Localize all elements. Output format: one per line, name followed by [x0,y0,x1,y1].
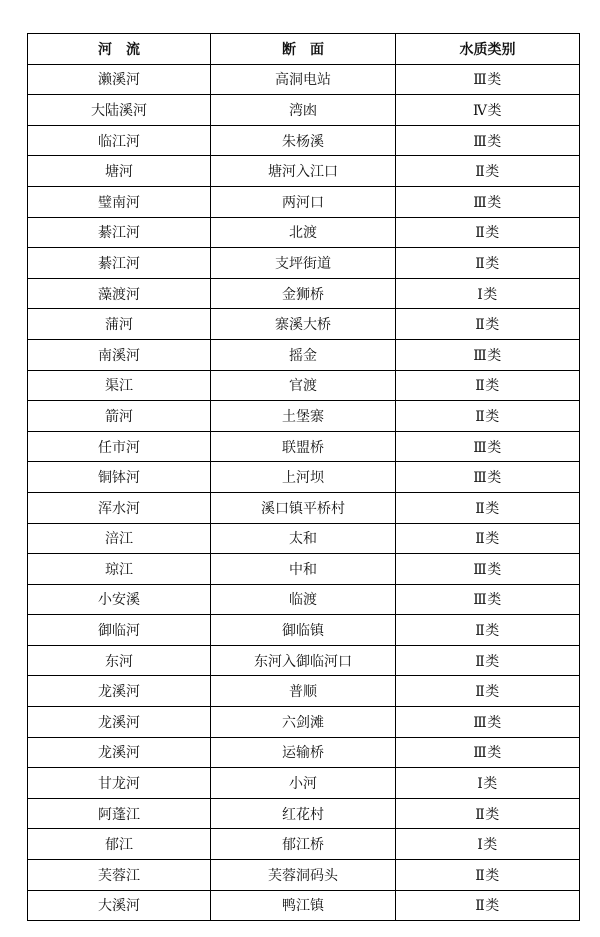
water-class-cell: Ⅰ类 [396,278,580,309]
river-cell: 涪江 [28,523,211,554]
section-cell: 太和 [211,523,396,554]
table-row [28,64,580,95]
water-class-cell: Ⅱ类 [396,492,580,523]
table-row [28,645,580,676]
section-cell: 北渡 [211,217,396,248]
water-class-cell: Ⅱ类 [396,370,580,401]
table-row [28,768,580,799]
section-cell: 溪口镇平桥村 [211,492,396,523]
table-row [28,186,580,217]
river-cell: 郁江 [28,829,211,860]
water-class-cell: Ⅲ类 [396,339,580,370]
water-class-cell: Ⅱ类 [396,156,580,187]
river-cell: 龙溪河 [28,676,211,707]
river-cell: 甘龙河 [28,768,211,799]
table-row [28,523,580,554]
section-cell: 联盟桥 [211,431,396,462]
section-cell: 塘河入江口 [211,156,396,187]
river-cell: 小安溪 [28,584,211,615]
river-cell: 濑溪河 [28,64,211,95]
section-cell: 高洞电站 [211,64,396,95]
water-class-cell: Ⅲ类 [396,64,580,95]
river-cell: 阿蓬江 [28,798,211,829]
river-cell: 临江河 [28,125,211,156]
section-cell: 临渡 [211,584,396,615]
table-row [28,798,580,829]
section-cell: 东河入御临河口 [211,645,396,676]
table-row [28,309,580,340]
water-class-cell: Ⅲ类 [396,431,580,462]
river-cell: 芙蓉江 [28,860,211,891]
table-row [28,339,580,370]
table-row [28,278,580,309]
river-cell: 塘河 [28,156,211,187]
river-cell: 渠江 [28,370,211,401]
header-river: 河 流 [28,34,211,65]
table-row [28,125,580,156]
section-cell: 红花村 [211,798,396,829]
water-class-cell: Ⅲ类 [396,462,580,493]
table-row [28,890,580,921]
river-cell: 琼江 [28,554,211,585]
water-class-cell: Ⅳ类 [396,95,580,126]
header-water-class: 水质类别 [396,34,580,65]
water-class-cell: Ⅰ类 [396,768,580,799]
water-class-cell: Ⅱ类 [396,890,580,921]
water-class-cell: Ⅱ类 [396,860,580,891]
table-row [28,248,580,279]
water-class-cell: Ⅱ类 [396,798,580,829]
section-cell: 普顺 [211,676,396,707]
water-class-cell: Ⅲ类 [396,707,580,738]
river-cell: 南溪河 [28,339,211,370]
section-cell: 上河坝 [211,462,396,493]
water-class-cell: Ⅲ类 [396,737,580,768]
river-cell: 大溪河 [28,890,211,921]
table-row [28,462,580,493]
table-row [28,707,580,738]
section-cell: 土堡寨 [211,401,396,432]
water-class-cell: Ⅱ类 [396,309,580,340]
river-cell: 龙溪河 [28,707,211,738]
table-row [28,370,580,401]
section-cell: 芙蓉洞码头 [211,860,396,891]
river-cell: 浑水河 [28,492,211,523]
table-row [28,217,580,248]
table-body [28,64,580,921]
table-row [28,584,580,615]
table-row [28,431,580,462]
river-cell: 御临河 [28,615,211,646]
water-class-cell: Ⅱ类 [396,523,580,554]
river-cell: 东河 [28,645,211,676]
table-header-row [28,34,580,65]
water-class-cell: Ⅲ类 [396,186,580,217]
river-cell: 綦江河 [28,217,211,248]
water-class-cell: Ⅲ类 [396,125,580,156]
section-cell: 金狮桥 [211,278,396,309]
section-cell: 六剑滩 [211,707,396,738]
water-class-cell: Ⅲ类 [396,554,580,585]
table-row [28,615,580,646]
table-row [28,156,580,187]
river-cell: 綦江河 [28,248,211,279]
water-class-cell: Ⅱ类 [396,676,580,707]
river-cell: 铜钵河 [28,462,211,493]
section-cell: 朱杨溪 [211,125,396,156]
river-cell: 箭河 [28,401,211,432]
water-class-cell: Ⅲ类 [396,584,580,615]
table-row [28,492,580,523]
section-cell: 中和 [211,554,396,585]
river-cell: 璧南河 [28,186,211,217]
water-class-cell: Ⅱ类 [396,615,580,646]
water-class-cell: Ⅱ类 [396,401,580,432]
water-class-cell: Ⅱ类 [396,217,580,248]
river-cell: 大陆溪河 [28,95,211,126]
table-row [28,401,580,432]
header-section: 断 面 [211,34,396,65]
table-row [28,676,580,707]
section-cell: 郁江桥 [211,829,396,860]
water-class-cell: Ⅰ类 [396,829,580,860]
water-quality-table [27,33,580,921]
section-cell: 小河 [211,768,396,799]
river-cell: 蒲河 [28,309,211,340]
section-cell: 官渡 [211,370,396,401]
section-cell: 御临镇 [211,615,396,646]
water-class-cell: Ⅱ类 [396,645,580,676]
section-cell: 鸭江镇 [211,890,396,921]
section-cell: 寨溪大桥 [211,309,396,340]
section-cell: 运输桥 [211,737,396,768]
section-cell: 支坪街道 [211,248,396,279]
river-cell: 龙溪河 [28,737,211,768]
table-row [28,829,580,860]
river-cell: 任市河 [28,431,211,462]
table-row [28,95,580,126]
table-row [28,860,580,891]
river-cell: 藻渡河 [28,278,211,309]
section-cell: 湾凼 [211,95,396,126]
water-class-cell: Ⅱ类 [396,248,580,279]
table-row [28,554,580,585]
section-cell: 摇金 [211,339,396,370]
table-row [28,737,580,768]
section-cell: 两河口 [211,186,396,217]
